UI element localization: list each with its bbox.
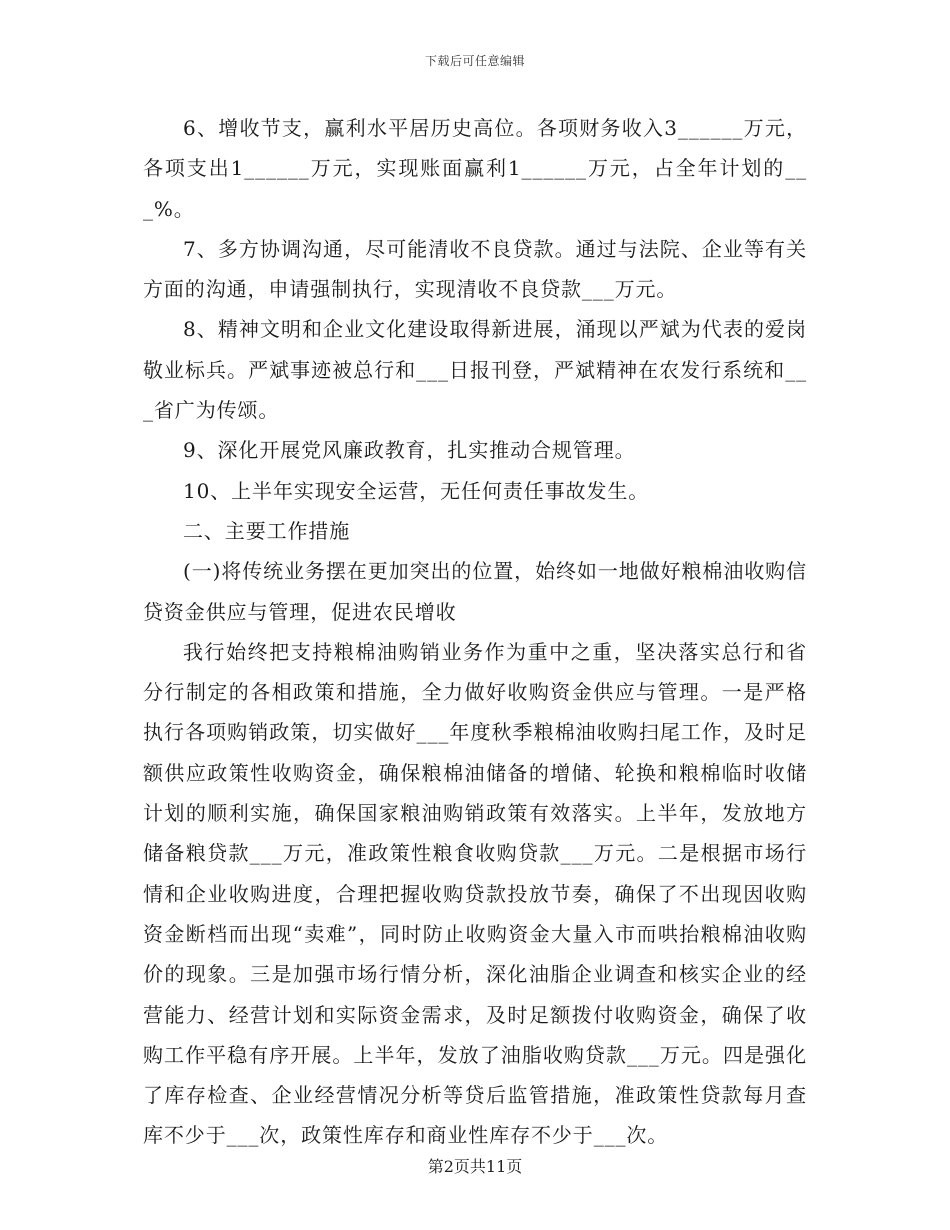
page-footer: 第2页共11页: [427, 1157, 523, 1176]
document-body: [143, 108, 807, 1156]
subsection-heading: (一)将传统业务摆在更加突出的位置，始终如一地做好粮棉油收购信贷资金供应与管理，促进农民增收: [143, 559, 807, 624]
paragraph-item-10: 10、上半年实现安全运营，无任何责任事故发生。: [183, 478, 650, 503]
paragraph-item-7: 7、多方协调沟通，尽可能清收不良贷款。通过与法院、企业等有关方面的沟通，申请强制执行，实现清收不良贷款___万元。: [143, 236, 807, 302]
section-heading: 二、主要工作措施: [183, 518, 351, 543]
paragraph-item-9: 9、深化开展党风廉政教育，扎实推动合规管理。: [183, 438, 636, 463]
body-paragraph: 我行始终把支持粮棉油购销业务作为重中之重，坚决落实总行和省分行制定的各相政策和措施，全力做好收购资金供应与管理。一是严格执行各项购销政策，切实做好___年度秋季粮棉油收购扫尾工作，及时足额供应政策性收购资金，确保粮棉油储备的增储、轮换和粮棉临时收储计划的顺利实施，确保国家粮油购销政策有效落实。上半年，发放地方储备粮贷款___万元，准政策性粮食收购贷款___万元。二是根据市场行情和企业收购进度，合理把握收购贷款投放节奏，确保了不出现因收购资金断档而出现“卖难”，同时防止收购资金大量入市而哄抬粮棉油收购价的现象。三是加强市场行情分析，深化油脂企业调查和核实企业的经营能力、经营计划和实际资金需求，及时足额拨付收购资金，确保了收购工作平稳有序开展。上半年，发放了油脂收购贷款___万元。四是强化了库存检查、企业经营情况分析等贷后监管措施，准政策性贷款每月查库不少于___次，政策性库存和商业性库存不少于___次。: [143, 639, 807, 1148]
paragraph-item-6: 6、增收节支，赢利水平居历史高位。各项财务收入3______万元，各项支出1______万元，实现账面赢利1______万元，占全年计划的___%。: [143, 116, 807, 221]
paragraph-item-8: 8、精神文明和企业文化建设取得新进展，涌现以严斌为代表的爱岗敬业标兵。严斌事迹被总行和___日报刊登，严斌精神在农发行系统和___省广为传颂。: [143, 317, 807, 423]
page-header: 下载后可任意编辑: [424, 54, 525, 68]
